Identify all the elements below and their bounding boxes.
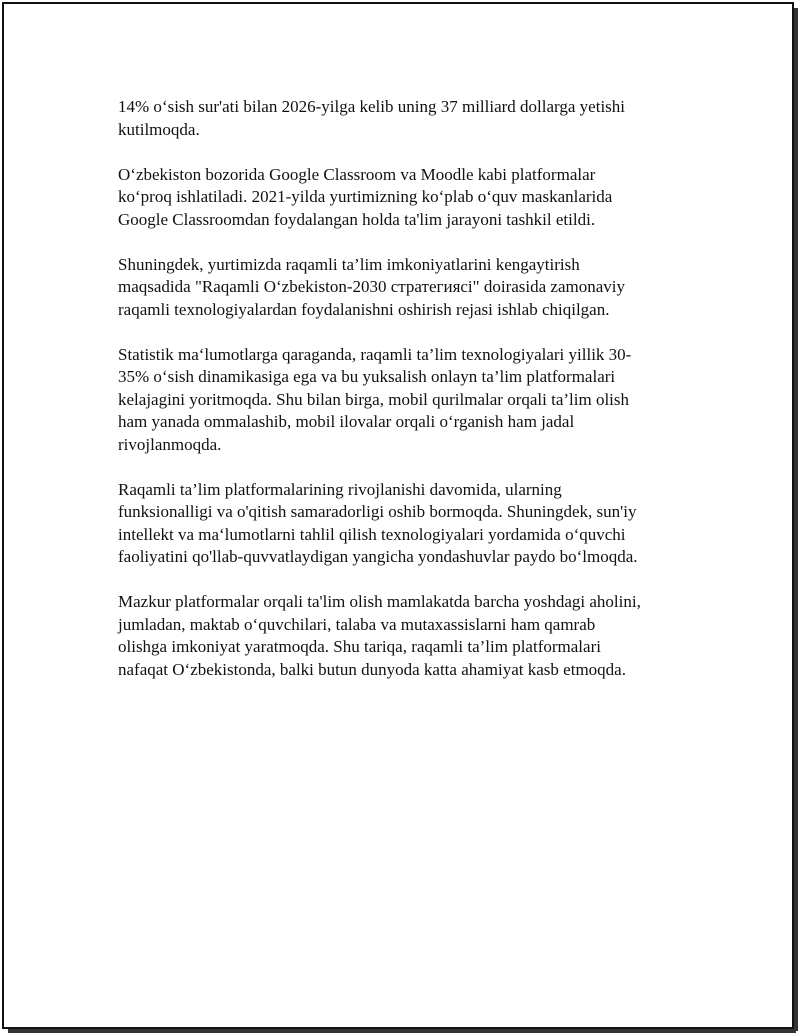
paragraph-conclusion: Mazkur platformalar orqali ta'lim olish mamlakatda barcha yoshdagi aholini, jumladan, maktab o‘quvchilari, talaba va mutaxassislarni ham qamrab olishga imkoniyat yaratmoqda. Shu tariqa, raqamli ta’lim platformalari nafaqat O‘zbekistonda, balki butun dunyoda katta ahamiyat kasb etmoqda. xyxy=(118,592,641,679)
paragraph-statistics: Statistik ma‘lumotlarga qaraganda, raqamli ta’lim texnologiyalari yillik 30- 35% o‘sish dinamikasiga ega va bu yuksalish onlayn ta’lim platformalari kelajagini yoritmoqda. Shu bilan birga, mobil qurilmalar orqali ta’lim olish ham yanada ommalashib, mobil ilovalar orqali o‘rganish ham jadal rivojlanmoqda. xyxy=(118,344,632,454)
paragraph-digital-strategy: Shuningdek, yurtimizda raqamli ta’lim imkoniyatlarini kengaytirish maqsadida "Raqamli O‘zbekiston-2030 стратегиясi" doirasida zamonaviy raqamli texnologiyalardan foydalanishni oshirish rejasi ishlab chiqilgan. xyxy=(118,254,625,319)
paragraph-platform-development: Raqamli ta’lim platformalarining rivojlanishi davomida, ularning funksionalligi va o'qitish samaradorligi oshib bormoqda. Shuningdek, sun'iy intellekt va ma‘lumotlarni tahlil qilish texnologiyalari yordamida o‘quvchi faoliyatini qo'llab-quvvatlaydigan yangicha yondashuvlar paydo bo‘lmoqda. xyxy=(118,479,638,566)
document-page xyxy=(2,2,794,1029)
paragraph-growth-forecast: 14% o‘sish sur'ati bilan 2026-yilga kelib uning 37 milliard dollarga yetishi kutilmoqda. xyxy=(118,97,626,139)
paragraph-platforms-uzbekistan: O‘zbekiston bozorida Google Classroom va Moodle kabi platformalar ko‘proq ishlatiladi. 2021-yilda yurtimizning ko‘plab o‘quv maskanlarida Google Classroomdan foydalangan holda ta'lim jarayoni tashkil etildi. xyxy=(118,164,613,229)
document-body xyxy=(118,96,698,704)
